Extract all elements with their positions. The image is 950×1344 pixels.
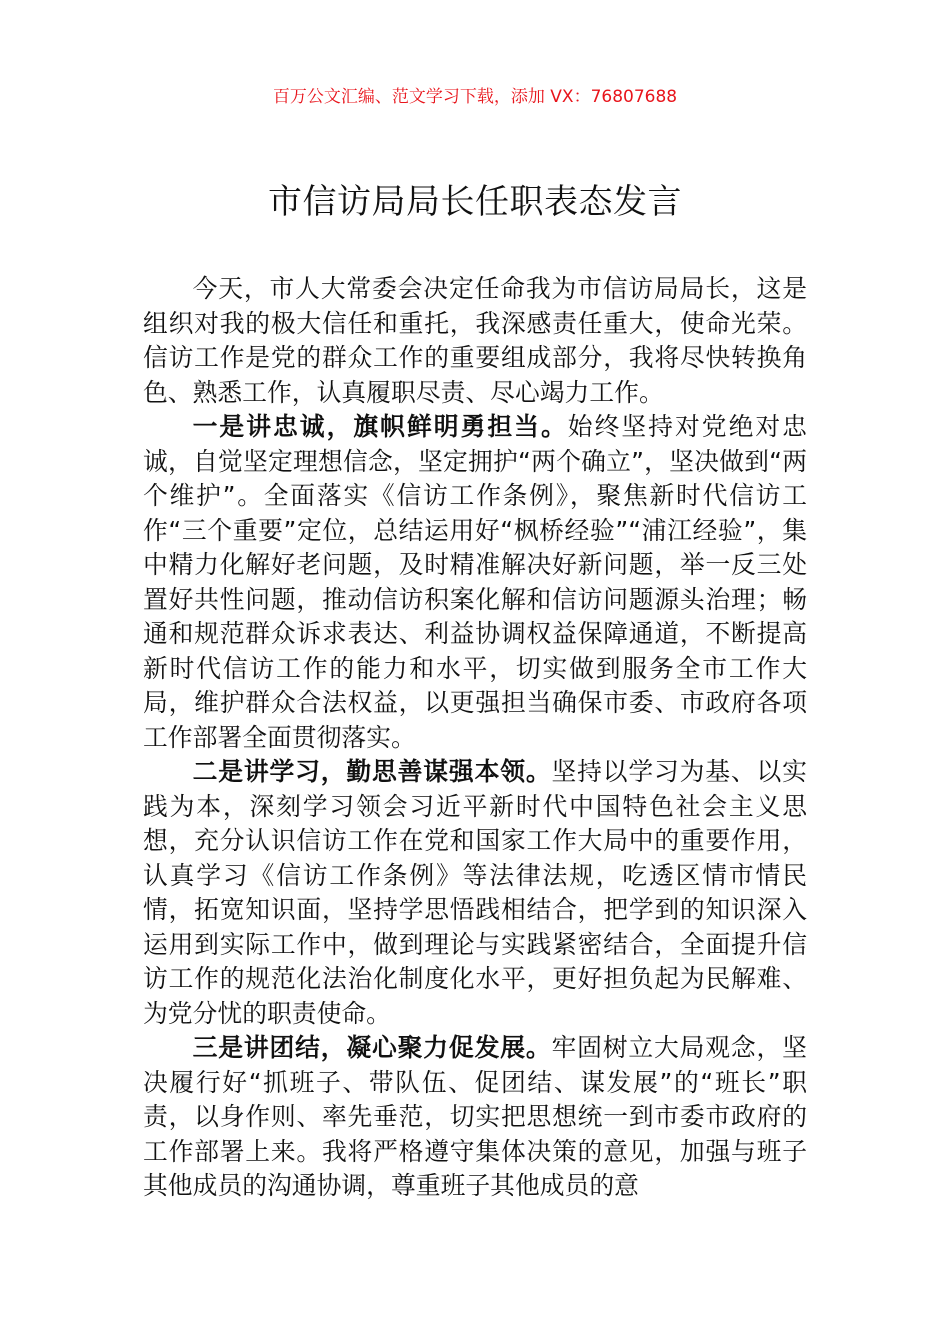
paragraph-unity — [143, 1031, 807, 1204]
paragraph-lead: 三是讲团结，凝心聚力促发展。 — [192, 1033, 552, 1062]
paragraph-lead: 二是讲学习，勤思善谋强本领。 — [192, 757, 552, 786]
document-title: 市信访局局长任职表态发言 — [268, 182, 682, 222]
paragraph-text: 坚持以学习为基、以实践为本，深刻学习领会习近平新时代中国特色社会主义思想，充分认识信访工作在党和国家工作大局中的重要作用，认真学习《信访工作条例》等法律法规，吃透区情市情民情，拓宽知识面，坚持学思悟践相结合，把学到的知识深入运用到实际工作中，做到理论与实践紧密结合，全面提升信访工作的规范化法治化制度化水平，更好担负起为民解难、为党分忧的职责使命。 — [143, 757, 807, 1028]
paragraph-text: 始终坚持对党绝对忠诚，自觉坚定理想信念，坚定拥护“两个确立”，坚决做到“两个维护”。全面落实《信访工作条例》，聚焦新时代信访工作“三个重要”定位，总结运用好“枫桥经验”“浦江经验”，集中精力化解好老问题，及时精准解决好新问题，举一反三处置好共性问题，推动信访积案化解和信访问题源头治理；畅通和规范群众诉求表达、利益协调权益保障通道，不断提高新时代信访工作的能力和水平，切实做到服务全市工作大局，维护群众合法权益，以更强担当确保市委、市政府各项工作部署全面贯彻落实。 — [143, 412, 807, 752]
document-body — [143, 272, 807, 1204]
paragraph-loyalty — [143, 410, 807, 755]
paragraph-intro — [143, 272, 807, 410]
header-banner: 百万公文汇编、范文学习下载，添加 VX：76807688 — [272, 87, 678, 107]
paragraph-text: 今天，市人大常委会决定任命我为市信访局局长，这是组织对我的极大信任和重托，我深感责任重大，使命光荣。信访工作是党的群众工作的重要组成部分，我将尽快转换角色、熟悉工作，认真履职尽责、尽心竭力工作。 — [143, 274, 807, 407]
paragraph-lead: 一是讲忠诚，旗帜鲜明勇担当。 — [192, 412, 568, 441]
paragraph-learning — [143, 755, 807, 1031]
paragraph-text: 牢固树立大局观念，坚决履行好“抓班子、带队伍、促团结、谋发展”的“班长”职责，以身作则、率先垂范，切实把思想统一到市委市政府的工作部署上来。我将严格遵守集体决策的意见，加强与班子其他成员的沟通协调，尊重班子其他成员的意 — [143, 1033, 807, 1200]
